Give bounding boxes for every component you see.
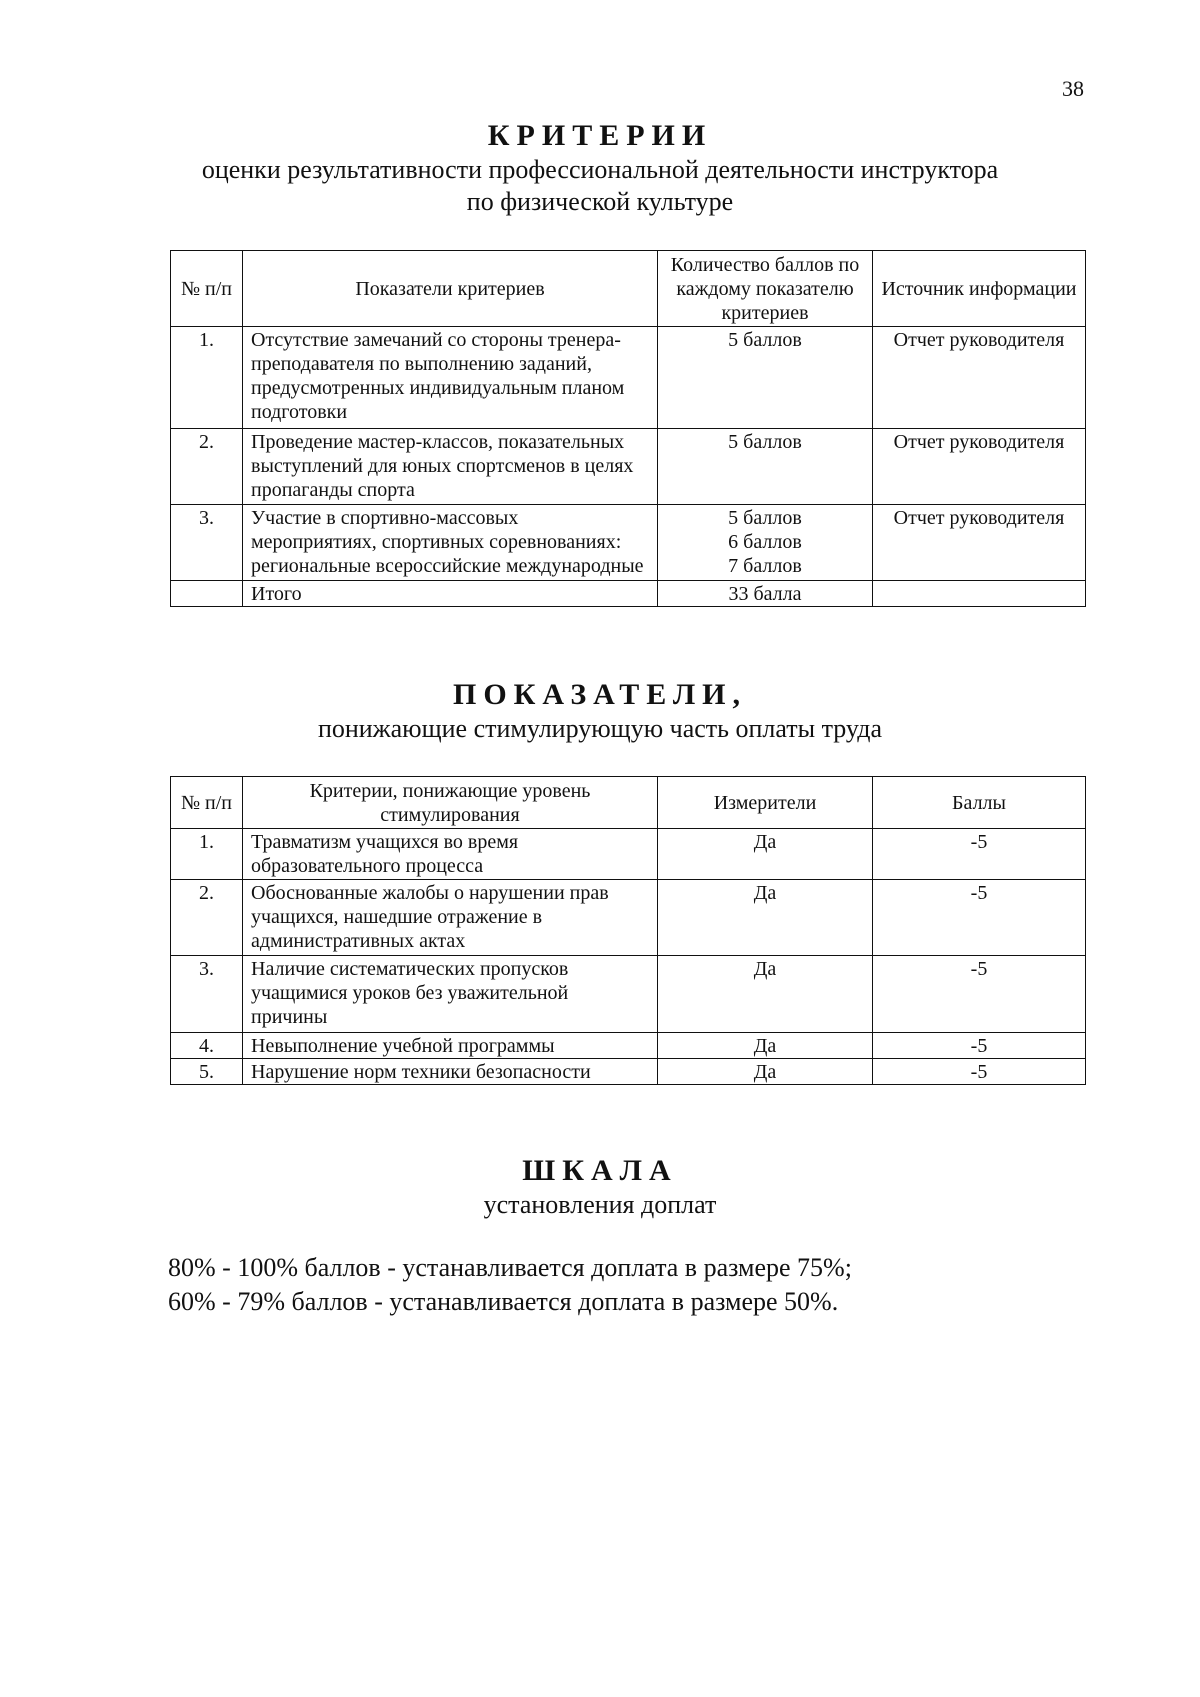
indicators-table: [170, 776, 1086, 1085]
scale-line-2: 60% - 79% баллов - устанавливается доплата в размере 50%.: [168, 1287, 839, 1316]
header-num: № п/п: [171, 251, 243, 327]
total-points: 33 балла: [658, 581, 873, 607]
criteria-subtitle-line2: по физической культуре: [466, 187, 734, 216]
row-points: -5: [873, 1033, 1086, 1059]
row-indicator: Отсутствие замечаний со стороны тренера-преподавателя по выполнению заданий, предусмотренных индивидуальным планом подготовки: [243, 327, 658, 429]
criteria-heading: [0, 118, 1200, 218]
criteria-subtitle-line1: оценки результативности профессиональной деятельности инструктора: [201, 155, 999, 184]
scale-subtitle: установления доплат: [483, 1190, 717, 1219]
table-row: [171, 1033, 1086, 1059]
row-source: Отчет руководителя: [873, 505, 1086, 581]
header-indicator: Показатели критериев: [243, 251, 658, 327]
scale-heading: [0, 1153, 1200, 1221]
scale-title: ШКАЛА: [522, 1154, 678, 1187]
indicators-subtitle: понижающие стимулирующую часть оплаты труда: [317, 714, 883, 743]
row-criteria: Травматизм учащихся во время образовательного процесса: [243, 829, 658, 880]
total-num: [171, 581, 243, 607]
scale-line-1: 80% - 100% баллов - устанавливается доплата в размере 75%;: [168, 1253, 852, 1282]
row-points: 5 баллов: [658, 429, 873, 505]
row-num: 4.: [171, 1033, 243, 1059]
points-national: 6 баллов: [728, 531, 802, 553]
header-points: Количество баллов по каждому показателю критериев: [658, 251, 873, 327]
row-points: [658, 505, 873, 581]
total-label: Итого: [243, 581, 658, 607]
row-measure: Да: [658, 956, 873, 1033]
row-measure: Да: [658, 1059, 873, 1085]
header-source: Источник информации: [873, 251, 1086, 327]
table-row: [171, 429, 1086, 505]
points-international: 7 баллов: [728, 555, 802, 577]
row-criteria: Невыполнение учебной программы: [243, 1033, 658, 1059]
total-row: [171, 581, 1086, 607]
table-row: [171, 829, 1086, 880]
table-row: [171, 327, 1086, 429]
indicators-title: ПОКАЗАТЕЛИ,: [452, 678, 748, 711]
row-criteria: Нарушение норм техники безопасности: [243, 1059, 658, 1085]
points-regional: 5 баллов: [728, 507, 802, 529]
row-criteria: Наличие систематических пропусков учащимися уроков без уважительной причины: [243, 956, 658, 1033]
table-row: [171, 1059, 1086, 1085]
row-points: -5: [873, 829, 1086, 880]
table-header-row: [171, 251, 1086, 327]
row-points: -5: [873, 956, 1086, 1033]
row-points: -5: [873, 880, 1086, 956]
row-criteria: Обоснованные жалобы о нарушении прав учащихся, нашедшие отражение в административных актах: [243, 880, 658, 956]
header-num: № п/п: [171, 777, 243, 829]
header-measure: Измерители: [658, 777, 873, 829]
table-row: [171, 956, 1086, 1033]
row-num: 5.: [171, 1059, 243, 1085]
row-points: -5: [873, 1059, 1086, 1085]
row-measure: Да: [658, 880, 873, 956]
row-measure: Да: [658, 829, 873, 880]
row-num: 2.: [171, 880, 243, 956]
row-num: 3.: [171, 956, 243, 1033]
table-row: [171, 880, 1086, 956]
row-num: 1.: [171, 327, 243, 429]
row-source: Отчет руководителя: [873, 327, 1086, 429]
criteria-table: [170, 250, 1086, 607]
header-criteria: Критерии, понижающие уровень стимулирования: [243, 777, 658, 829]
header-points: Баллы: [873, 777, 1086, 829]
row-num: 2.: [171, 429, 243, 505]
total-source: [873, 581, 1086, 607]
row-points: 5 баллов: [658, 327, 873, 429]
page-number: 38: [1062, 76, 1084, 101]
row-indicator: Проведение мастер-классов, показательных выступлений для юных спортсменов в целях пропаганды спорта: [243, 429, 658, 505]
row-num: 3.: [171, 505, 243, 581]
row-num: 1.: [171, 829, 243, 880]
criteria-title: КРИТЕРИИ: [487, 119, 713, 152]
row-source: Отчет руководителя: [873, 429, 1086, 505]
indicators-heading: [0, 677, 1200, 745]
table-row: [171, 505, 1086, 581]
row-indicator: Участие в спортивно-массовых мероприятиях, спортивных соревнованиях: региональные всероссийские международные: [243, 505, 658, 581]
row-measure: Да: [658, 1033, 873, 1059]
table-header-row: [171, 777, 1086, 829]
